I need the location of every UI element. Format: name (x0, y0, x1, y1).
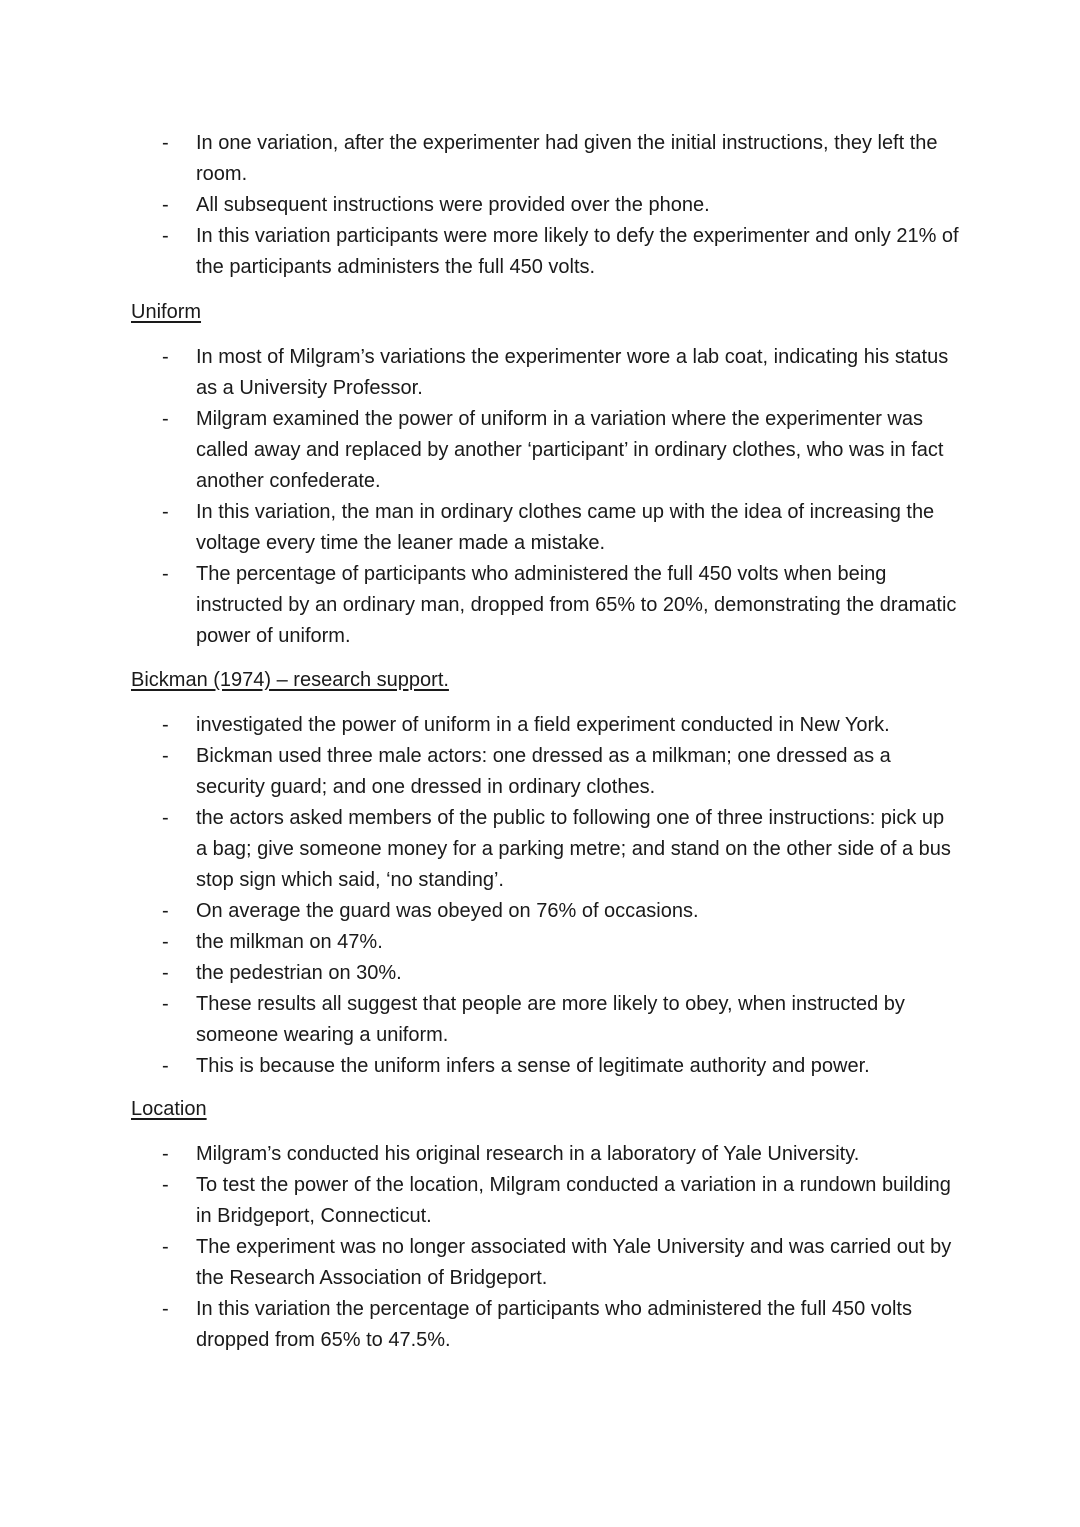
section-2-list (0, 710, 1080, 1082)
list-item: - Milgram’s conducted his original research in a laboratory of Yale University. (0, 1139, 1080, 1170)
list-item: - To test the power of the location, Milgram conducted a variation in a rundown building in Bridgeport, Connecticut. (0, 1170, 1080, 1232)
list-item: - On average the guard was obeyed on 76% of occasions. (0, 896, 1080, 927)
bullet-dash: - (162, 132, 169, 154)
bullet-dash: - (162, 1055, 169, 1077)
bullet-dash: - (162, 931, 169, 953)
bullet-dash: - (162, 807, 169, 829)
bullet-dash: - (162, 745, 169, 767)
bullet-dash: - (162, 346, 169, 368)
list-item: - In one variation, after the experimenter had given the initial instructions, they left the room. (0, 128, 1080, 190)
bullet-dash: - (162, 993, 169, 1015)
section-heading-location: Location (131, 1098, 207, 1120)
bullet-dash: - (162, 1236, 169, 1258)
list-item: - The percentage of participants who administered the full 450 volts when being instructed by an ordinary man, dropped from 65% to 20%, demonstrating the dramatic power of uniform. (0, 559, 1080, 652)
section-heading-uniform: Uniform (131, 301, 202, 323)
list-item: - investigated the power of uniform in a field experiment conducted in New York. (0, 710, 1080, 741)
list-item: - All subsequent instructions were provided over the phone. (0, 190, 1080, 221)
bullet-dash: - (162, 194, 169, 216)
list-item: - the pedestrian on 30%. (0, 958, 1080, 989)
section-0-list (0, 128, 1080, 283)
list-item: - Milgram examined the power of uniform in a variation where the experimenter was called away and replaced by another ‘participant’ in ordinary clothes, who was in fact another confederate. (0, 404, 1080, 497)
bullet-dash: - (162, 408, 169, 430)
list-item: - In this variation the percentage of participants who administered the full 450 volts dropped from 65% to 47.5%. (0, 1294, 1080, 1356)
bullet-dash: - (162, 563, 169, 585)
section-heading-bickman: Bickman (1974) – research support. (131, 669, 449, 691)
bullet-dash: - (162, 714, 169, 736)
bullet-dash: - (162, 225, 169, 247)
bullet-dash: - (162, 900, 169, 922)
list-item: - Bickman used three male actors: one dressed as a milkman; one dressed as a security guard; and one dressed in ordinary clothes. (0, 741, 1080, 803)
list-item: - These results all suggest that people are more likely to obey, when instructed by someone wearing a uniform. (0, 989, 1080, 1051)
list-item: - In this variation, the man in ordinary clothes came up with the idea of increasing the voltage every time the leaner made a mistake. (0, 497, 1080, 559)
list-item: - In most of Milgram’s variations the experimenter wore a lab coat, indicating his status as a University Professor. (0, 342, 1080, 404)
list-item: - This is because the uniform infers a sense of legitimate authority and power. (0, 1051, 1080, 1082)
list-item: - the milkman on 47%. (0, 927, 1080, 958)
bullet-dash: - (162, 501, 169, 523)
section-3-list (0, 1139, 1080, 1356)
bullet-dash: - (162, 962, 169, 984)
bullet-dash: - (162, 1298, 169, 1320)
section-1-list (0, 342, 1080, 652)
bullet-dash: - (162, 1174, 169, 1196)
list-item: - In this variation participants were more likely to defy the experimenter and only 21% of the participants administers the full 450 volts. (0, 221, 1080, 283)
list-item: - The experiment was no longer associated with Yale University and was carried out by the Research Association of Bridgeport. (0, 1232, 1080, 1294)
bullet-dash: - (162, 1143, 169, 1165)
list-item: - the actors asked members of the public to following one of three instructions: pick up a bag; give someone money for a parking metre; and stand on the other side of a bus stop sign which said, ‘no standing’. (0, 803, 1080, 896)
